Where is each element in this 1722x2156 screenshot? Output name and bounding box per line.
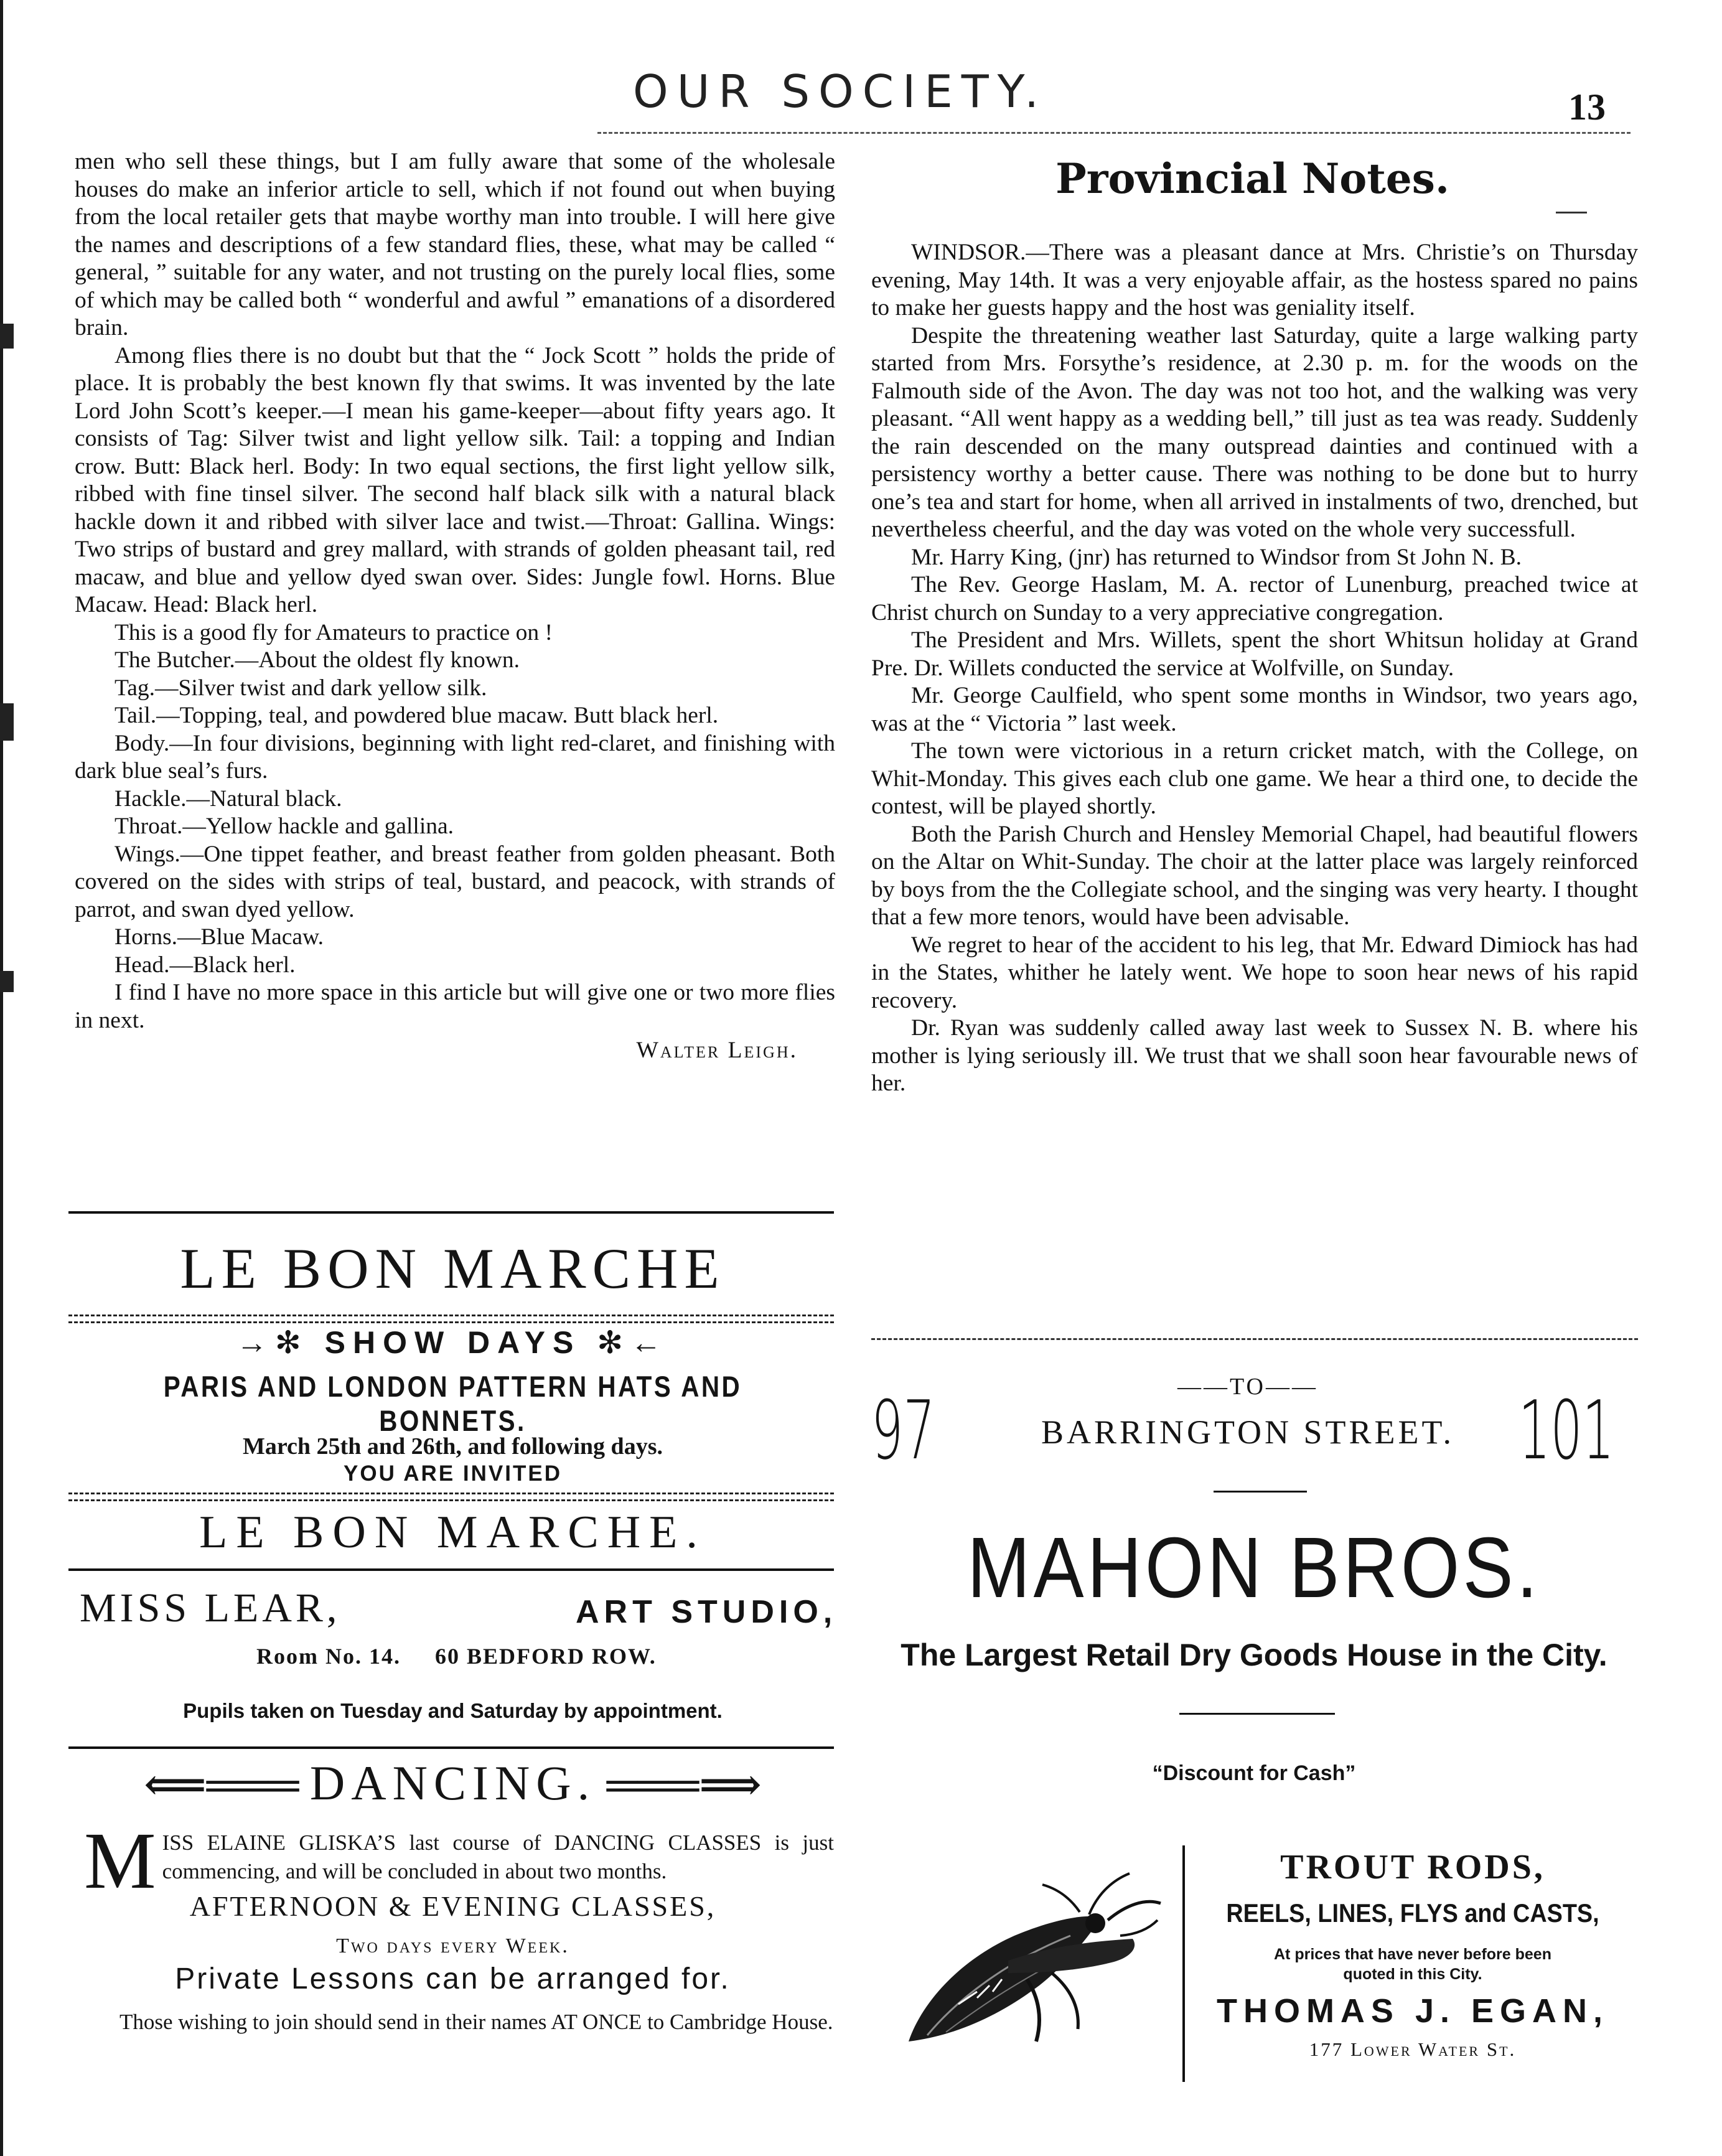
divider	[1214, 1491, 1307, 1493]
binding-mark	[0, 703, 14, 741]
ornament-icon: →✻	[236, 1325, 325, 1360]
trout-rods-heading: TROUT RODS,	[1280, 1848, 1545, 1887]
provincial-title: Provincial Notes.	[1055, 154, 1449, 203]
reels-line: REELS, LINES, FLYS and CASTS,	[1226, 1898, 1599, 1928]
ad-paris-line: PARIS AND LONDON PATTERN HATS AND BONNETS.	[163, 1370, 742, 1437]
provincial-notes	[871, 239, 1638, 1098]
note-paragraph: The town were victorious in a return cricket match, with the College, on Whit-Monday. This gives each club one game. We hear a third one, to decide the contest, will be played shortly.	[871, 738, 1638, 819]
dancing-classes: AFTERNOON & EVENING CLASSES,	[189, 1890, 716, 1922]
provincial-notes-body	[871, 239, 1638, 1098]
dealer-name: THOMAS J. EGAN,	[1216, 1992, 1609, 2030]
prices-note: At prices that have never before been quoted in this City.	[1274, 1946, 1551, 1983]
dancing-schedule: Two days every Week.	[336, 1934, 569, 1957]
article-paragraph: Tail.—Topping, teal, and powdered blue macaw. Butt black herl.	[115, 703, 719, 728]
studio-hours: Pupils taken on Tuesday and Saturday by appointment.	[183, 1699, 723, 1722]
title-mark	[1556, 212, 1587, 213]
page-number: 13	[1568, 87, 1606, 128]
street-number-right: 101	[1518, 1383, 1614, 1478]
fly-article-body	[75, 148, 835, 1034]
ad-vertical-rule	[1182, 1845, 1185, 2082]
article-paragraph: I find I have no more space in this article but will give one or two more flies in next.	[75, 980, 835, 1033]
street-number-left: 97	[871, 1383, 935, 1478]
note-paragraph: We regret to hear of the accident to his leg, that Mr. Edward Dimiock has had in the States, whither he lately went. We hope to soon hear news of his rapid recovery.	[871, 932, 1638, 1013]
dancing-title: DANCING.	[309, 1756, 596, 1810]
street-name: BARRINGTON STREET.	[1041, 1413, 1454, 1451]
article-paragraph: Among flies there is no doubt but that the “ Jock Scott ” holds the pride of place. It is probably the best known fly that swims. It was invented by the late Lord John Scott’s keeper.—I mean his game-keeper—about fifty years ago. It consists of Tag: Silver twist and light yellow silk. Tail: a topping and Indian crow. Butt: Black herl. Body: In two equal sections, the first light yellow silk, ribbed with fine tinsel silver. The second half black silk with a natural black hackle down it and ribbed with silver lace and twist.—Throat: Gallina. Wings: Two strips of bustard and grey mallard, with strands of golden pheasant tail, red macaw, and blue and yellow dyed swan over. Sides: Jungle fowl. Horns. Blue Macaw. Head: Black herl.	[75, 342, 835, 617]
article-paragraph: Hackle.—Natural black.	[115, 785, 342, 812]
article-paragraph: Tag.—Silver twist and dark yellow silk.	[115, 675, 487, 701]
article-paragraph: The Butcher.—About the oldest fly known.	[115, 647, 520, 673]
note-paragraph: The President and Mrs. Willets, spent the short Whitsun holiday at Grand Pre. Dr. Willets conducted the service at Wolfville, on Sunday.	[871, 627, 1638, 681]
note-paragraph: Both the Parish Church and Hensley Memorial Chapel, had beautiful flowers on the Altar on Whit-Sunday. The choir at the latter place was largely reinforced by boys from the the Collegiate school, and the singing was very hearty. I thought that a few more tenors, would have been advisable.	[871, 821, 1638, 930]
show-days-heading: →✻ SHOW DAYS ✻←	[236, 1325, 670, 1360]
note-paragraph: The Rev. George Haslam, M. A. rector of Lunenburg, preached twice at Christ church on Sunday to a very appreciative congregation.	[871, 572, 1638, 626]
note-paragraph: Mr. George Caulfield, who spent some months in Windsor, two years ago, was at the “ Victoria ” last week.	[871, 683, 1638, 736]
note-paragraph: Dr. Ryan was suddenly called away last week to Sussex N. B. where his mother is lying seriously ill. We trust that we shall soon hear favourable news of her.	[871, 1015, 1638, 1096]
divider	[68, 1568, 834, 1571]
article-paragraph: Horns.—Blue Macaw.	[115, 924, 324, 950]
ornament-icon: ✻←	[581, 1325, 670, 1360]
binding-mark	[0, 324, 14, 349]
studio-owner-name: MISS LEAR,	[80, 1585, 341, 1631]
divider	[68, 1315, 834, 1323]
note-paragraph: WINDSOR.—There was a pleasant dance at Mrs. Christie’s on Thursday evening, May 14th. It was a very enjoyable affair, as the hostess spared no pains to make her guests happy and the host was geniality itself.	[871, 240, 1638, 321]
article-paragraph: Wings.—One tippet feather, and breast feather from golden pheasant. Both covered on the sides with strips of teal, bustard, and peacock, with strands of parrot, and swan dyed yellow.	[75, 841, 835, 922]
divider	[68, 1746, 834, 1749]
note-paragraph: Mr. Harry King, (jnr) has returned to Windsor from St John N. B.	[911, 544, 1522, 570]
divider	[1179, 1713, 1335, 1715]
divider	[68, 1211, 834, 1214]
store-tagline: The Largest Retail Dry Goods House in the City.	[901, 1638, 1607, 1672]
page-title: OUR SOCIETY.	[633, 65, 1047, 118]
dancing-footer: Those wishing to join should send in their names AT ONCE to Cambridge House.	[119, 2010, 833, 2034]
ad-title-small: LE BON MARCHE.	[199, 1507, 706, 1558]
divider	[871, 1338, 1638, 1340]
fly-article	[75, 148, 835, 1065]
article-paragraph: This is a good fly for Amateurs to practice on !	[115, 619, 553, 645]
fly-icon	[884, 1855, 1170, 2079]
article-paragraph: men who sell these things, but I am fully aware that some of the wholesale houses do make an inferior article to sell, which if not found out when buying from the local retailer gets that maybe worthy man into trouble. I will here give the names and descriptions of a few standard flies, these, what may be called “ general, ” suitable for any water, and not trusting on the purely local flies, some of which may be called both “ wonderful and awful ” emanations of a disordered brain.	[75, 149, 835, 340]
salmon-fly-illustration	[884, 1855, 1170, 2079]
binding-mark	[0, 971, 14, 992]
article-paragraph: Head.—Black herl.	[115, 952, 296, 978]
discount-note: “Discount for Cash”	[1152, 1761, 1356, 1785]
dancing-private: Private Lessons can be arranged for.	[175, 1962, 731, 1995]
ad-le-bon-marche	[68, 1235, 837, 1301]
dealer-address: 177 Lower Water St.	[1309, 2038, 1517, 2060]
article-paragraph: Body.—In four divisions, beginning with light red-claret, and finishing with dark blue seal’s furs.	[75, 730, 835, 784]
ad-date-line: March 25th and 26th, and following days.	[243, 1433, 663, 1460]
ad-title: LE BON MARCHE	[180, 1237, 726, 1300]
store-name: MAHON BROS.	[967, 1520, 1541, 1616]
studio-address: Room No. 14. 60 BEDFORD ROW.	[256, 1644, 657, 1669]
header-rule	[597, 132, 1631, 136]
divider	[68, 1493, 834, 1501]
reels-wrap	[1189, 1898, 1637, 1928]
mahon-wrap	[865, 1519, 1643, 1618]
right-arrow-icon: ═══⟹	[596, 1761, 762, 1809]
dancing-body: MISS ELAINE GLISKA’S last course of DANCING CLASSES is just commencing, and will be concluded in about two months.	[84, 1816, 834, 1906]
note-paragraph: Despite the threatening weather last Saturday, quite a large walking party started from Mrs. Forsythe’s residence, at 2.30 p. m. for the woods on the Falmouth side of the Avon. The day was not too hot, and the walking was very pleasant. “All went happy as a wedding bell,” till just as tea was ready. Suddenly the rain descended on the many outspread dainties and continued with a persistency worthy a better cause. There was nothing to be done but to hurry one’s tea and start for home, when all arrived in instalments of two, drenched, but nevertheless cheerful, and the day was voted on the whole very successfull.	[871, 322, 1638, 542]
article-paragraph: Throat.—Yellow hackle and gallina.	[115, 813, 454, 839]
ad-invite: YOU ARE INVITED	[344, 1461, 562, 1486]
article-signature: Walter Leigh.	[636, 1038, 798, 1063]
drop-cap: M	[84, 1816, 156, 1906]
dancing-heading	[68, 1755, 837, 1811]
studio-label: ART STUDIO,	[576, 1594, 838, 1630]
ad-to-label: ——TO——	[1177, 1374, 1318, 1400]
paris-line-wrap	[68, 1369, 837, 1438]
left-arrow-icon: ⟸═══	[144, 1761, 310, 1809]
